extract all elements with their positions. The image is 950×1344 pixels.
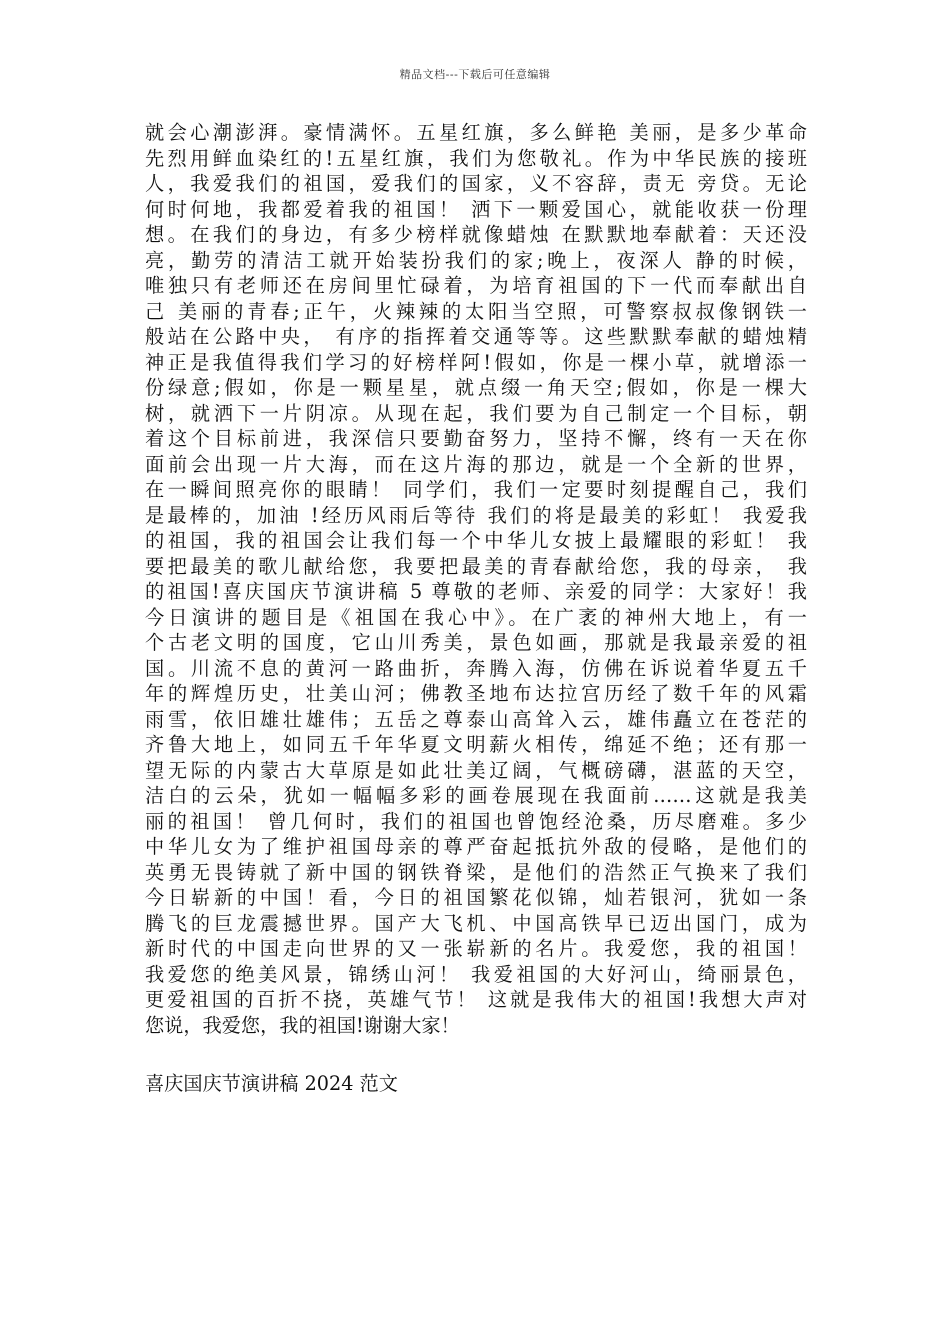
body-line: 英勇无畏铸就了新中国的钢铁脊梁，是他们的浩然正气换来了我们 <box>145 860 807 884</box>
body-line: 的祖国，我的祖国会让我们每一个中华儿女披上最耀眼的彩虹！ 我 <box>145 529 807 552</box>
body-line-last: 您说，我爱您，我的祖国!谢谢大家！ <box>145 1013 460 1037</box>
body-line: 己 美丽的青春;正午，火辣辣的太阳当空照，可警察叔叔像钢铁一 <box>145 299 807 323</box>
body-line: 更爱祖国的百折不挠，英雄气节！ 这就是我伟大的祖国!我想大声对 <box>145 988 807 1011</box>
body-line: 今日演讲的题目是《祖国在我心中》。在广袤的神州大地上，有一 <box>145 605 807 629</box>
body-line: 的祖国!喜庆国庆节演讲稿 5 尊敬的老师、亲爱的同学：大家好！我 <box>145 580 807 603</box>
body-line: 年的辉煌历史，壮美山河；佛教圣地布达拉宫历经了数千年的风霜 <box>145 682 807 705</box>
body-line: 唯独只有老师还在房间里忙碌着，为培育祖国的下一代而奉献出自 <box>145 274 807 297</box>
body-line: 个古老文明的国度，它山川秀美，景色如画，那就是我最亲爱的祖 <box>145 631 807 654</box>
body-line: 先烈用鲜血染红的!五星红旗，我们为您敬礼。作为中华民族的接班 <box>145 146 807 170</box>
next-section-title: 喜庆国庆节演讲稿 2024 范文 <box>145 1072 398 1095</box>
body-line: 要把最美的歌儿献给您，我要把最美的青春献给您，我的母亲， 我 <box>145 554 807 578</box>
body-line: 我爱您的绝美风景，锦绣山河！ 我爱祖国的大好河山，绮丽景色， <box>145 962 807 986</box>
body-line: 着这个目标前进，我深信只要勤奋努力，坚持不懈，终有一天在你 <box>145 427 807 450</box>
body-line: 何时何地，我都爱着我的祖国！ 洒下一颗爱国心，就能收获一份理 <box>145 197 807 221</box>
page-header: 精品文档---下载后可任意编辑 <box>399 68 551 81</box>
body-line: 树，就洒下一片阴凉。从现在起，我们要为自己制定一个目标，朝 <box>145 401 807 425</box>
body-line: 国。川流不息的黄河一路曲折，奔腾入海，仿佛在诉说着华夏五千 <box>145 656 807 680</box>
body-line: 就会心潮澎湃。豪情满怀。五星红旗，多么鲜艳 美丽，是多少革命 <box>145 121 807 144</box>
body-line: 想。在我们的身边，有多少榜样就像蜡烛 在默默地奉献着：天还没 <box>145 223 807 246</box>
body-line: 齐鲁大地上，如同五千年华夏文明薪火相传，绵延不绝；还有那一 <box>145 733 807 756</box>
document-body <box>145 120 807 1038</box>
body-line: 新时代的中国走向世界的又一张崭新的名片。我爱您，我的祖国！ <box>145 937 807 960</box>
body-line: 望无际的内蒙古大草原是如此壮美辽阔，气概磅礴，湛蓝的天空， <box>145 758 807 782</box>
body-line: 雨雪，依旧雄壮雄伟；五岳之尊泰山高耸入云，雄伟矗立在苍茫的 <box>145 707 807 731</box>
body-line: 是最棒的，加油 !经历风雨后等待 我们的将是最美的彩虹！ 我爱我 <box>145 503 807 527</box>
body-line: 人，我爱我们的祖国，爱我们的国家，义不容辞，责无 旁贷。无论 <box>145 172 807 195</box>
body-line: 丽的祖国！ 曾几何时，我们的祖国也曾饱经沧桑，历尽磨难。多少 <box>145 809 807 833</box>
body-line: 份绿意;假如，你是一颗星星，就点缀一角天空;假如，你是一棵大 <box>145 376 807 399</box>
body-line: 神正是我值得我们学习的好榜样阿!假如，你是一棵小草，就增添一 <box>145 350 807 374</box>
body-line: 洁白的云朵，犹如一幅幅多彩的画卷展现在我面前……这就是我美 <box>145 784 807 807</box>
body-line: 今日崭新的中国！看，今日的祖国繁花似锦，灿若银河，犹如一条 <box>145 886 807 909</box>
body-line: 般站在公路中央， 有序的指挥着交通等等。这些默默奉献的蜡烛精 <box>145 325 807 348</box>
body-line: 在一瞬间照亮你的眼睛！ 同学们，我们一定要时刻提醒自己，我们 <box>145 478 807 501</box>
body-line: 中华儿女为了维护祖国母亲的尊严奋起抵抗外敌的侵略，是他们的 <box>145 835 807 858</box>
body-line: 亮，勤劳的清洁工就开始装扮我们的家;晚上，夜深人 静的时候， <box>145 248 807 272</box>
body-line: 面前会出现一片大海，而在这片海的那边，就是一个全新的世界， <box>145 452 807 476</box>
body-line: 腾飞的巨龙震撼世界。国产大飞机、中国高铁早已迈出国门，成为 <box>145 911 807 935</box>
